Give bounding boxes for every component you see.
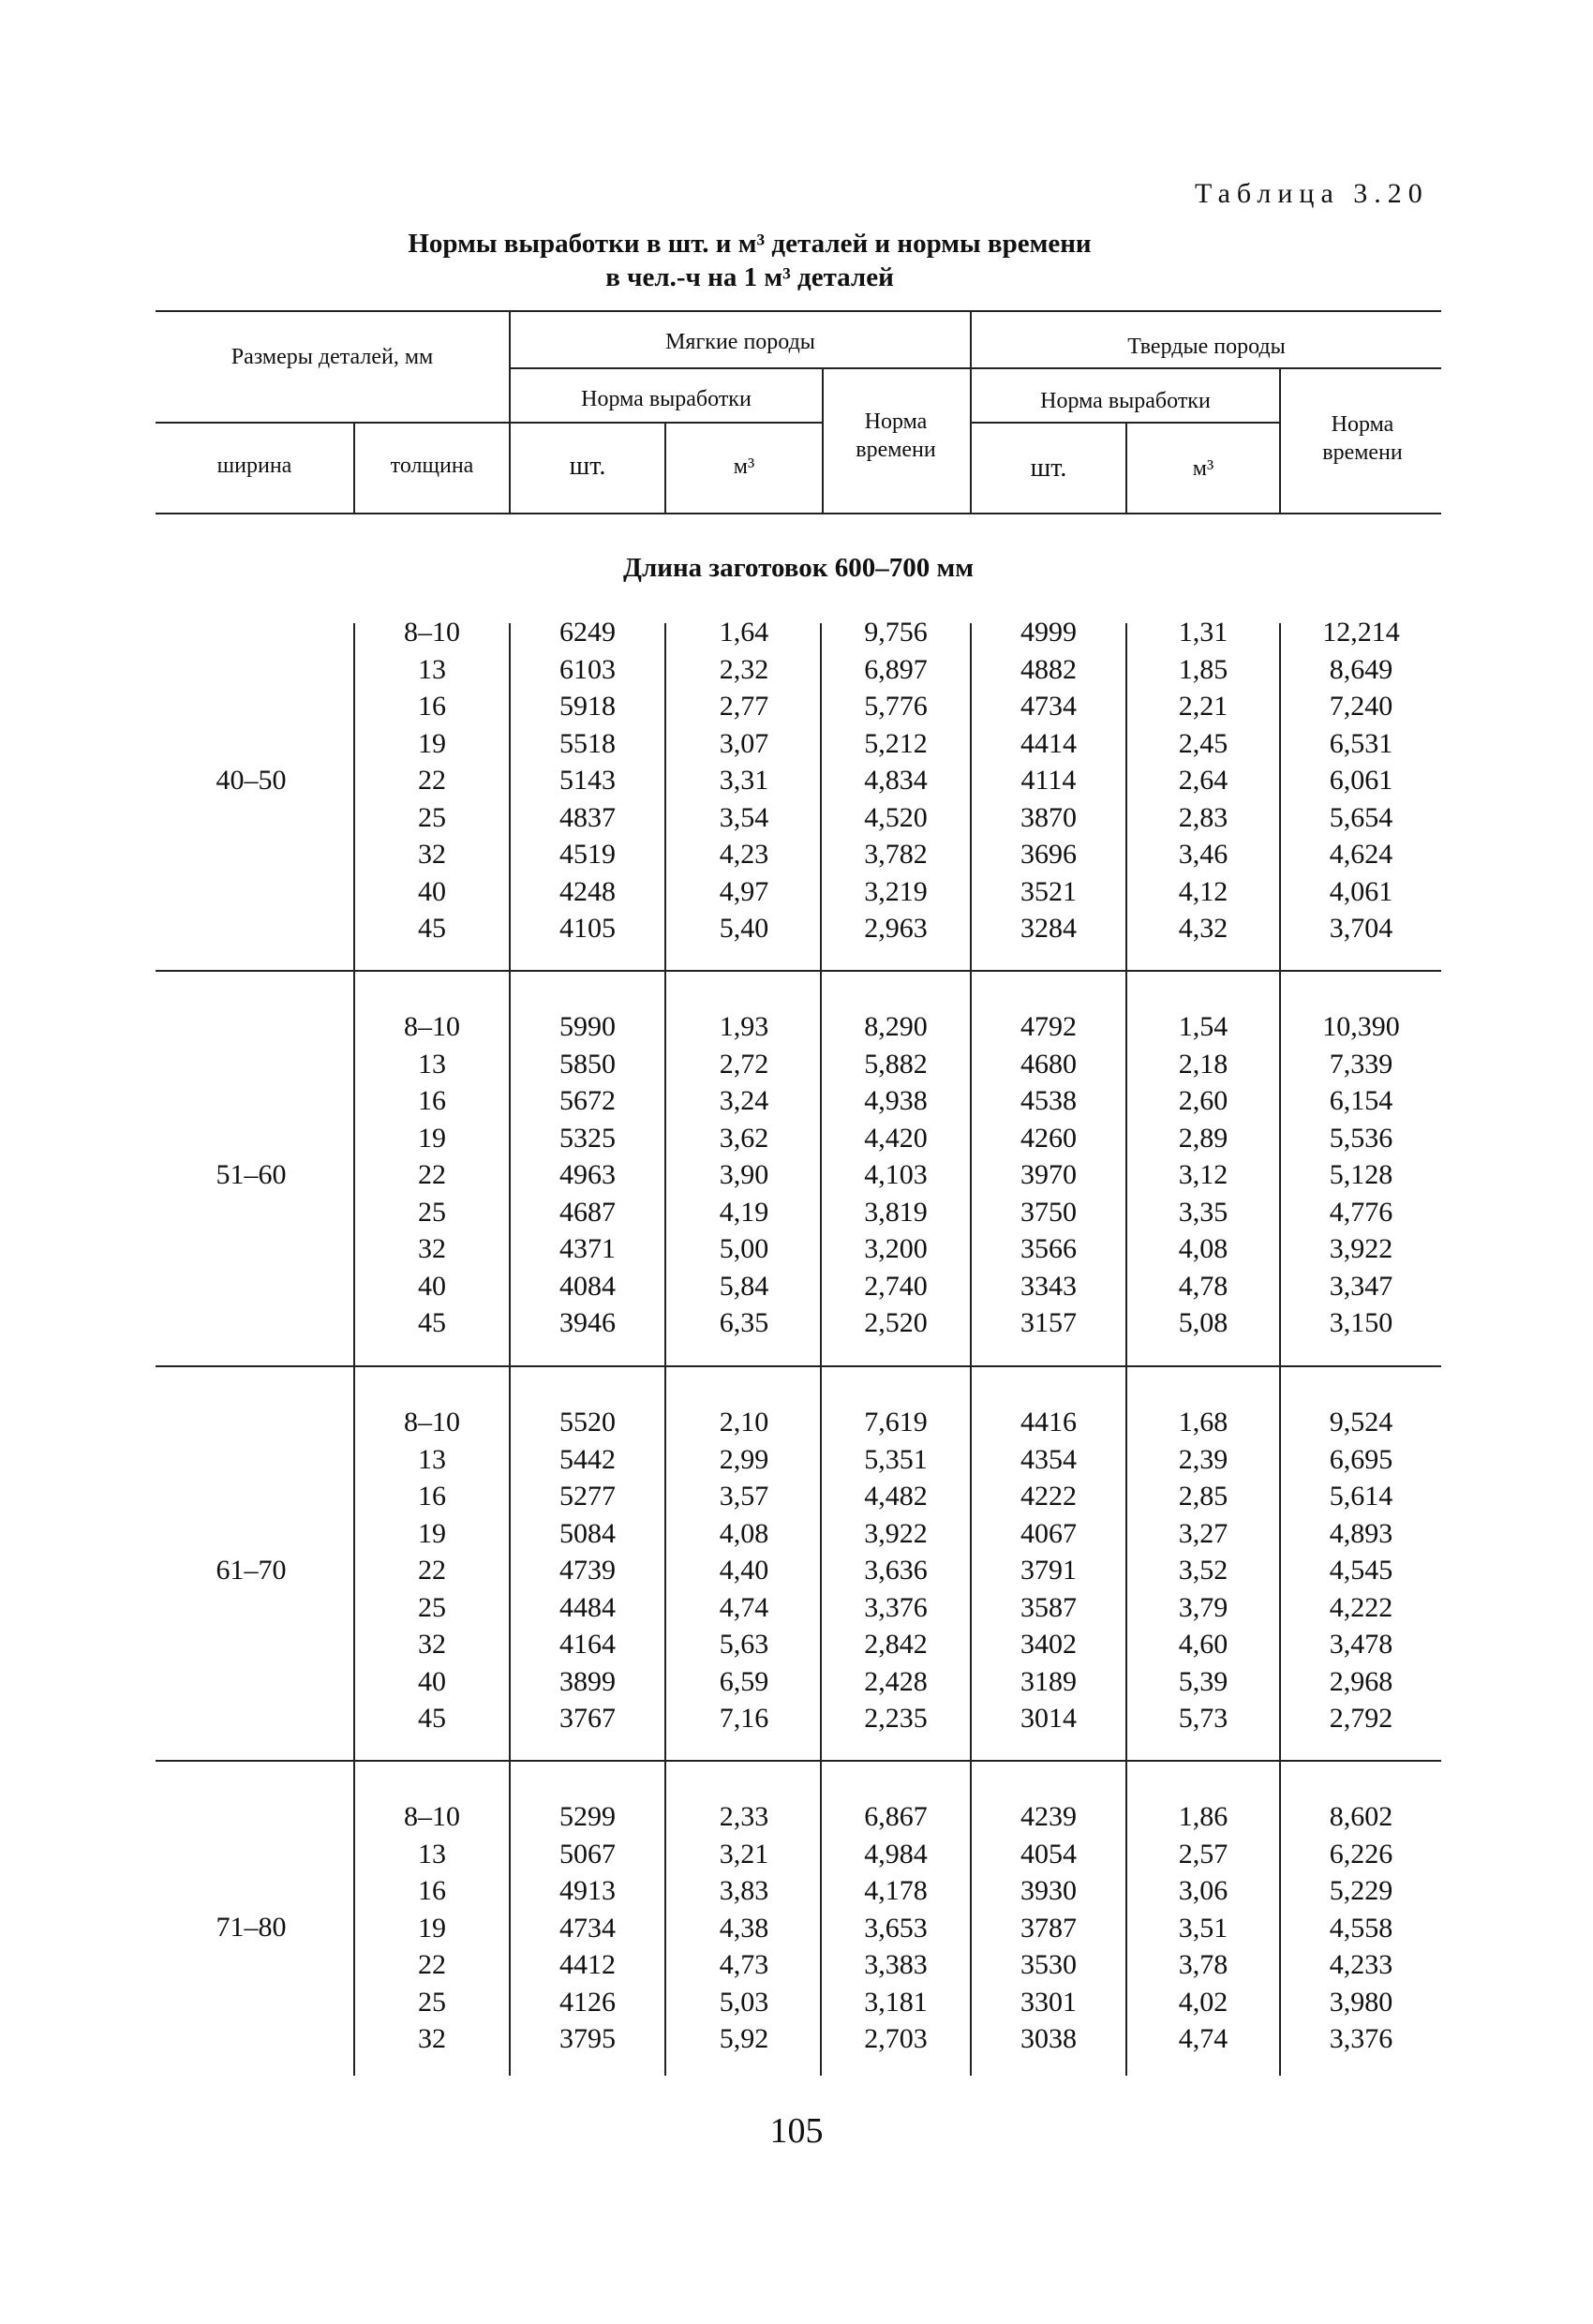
header-thickness: толщина [390, 454, 474, 478]
cell-soft-pcs: 4913 [559, 1875, 616, 1906]
cell-hard-pcs: 3870 [1020, 801, 1077, 833]
cell-hard-time-norm: 5,536 [1329, 1122, 1393, 1154]
cell-soft-m3: 4,40 [719, 1555, 769, 1586]
cell-soft-time-norm: 5,212 [864, 727, 928, 759]
cell-hard-time-norm: 3,980 [1329, 1986, 1393, 2018]
cell-soft-time-norm: 3,200 [864, 1233, 928, 1264]
cell-hard-pcs: 4734 [1020, 691, 1077, 722]
cell-thickness: 13 [418, 1838, 446, 1870]
header-width: ширина [216, 454, 292, 478]
cell-soft-time-norm: 8,290 [864, 1011, 928, 1042]
cell-soft-pcs: 5918 [559, 691, 616, 722]
cell-soft-time-norm: 6,867 [864, 1801, 928, 1832]
cell-soft-m3: 3,21 [719, 1838, 769, 1870]
section-subtitle: Длина заготовок 600–700 мм [623, 553, 974, 583]
cell-soft-m3: 4,19 [719, 1196, 769, 1228]
cell-hard-m3: 5,39 [1178, 1665, 1228, 1697]
cell-hard-pcs: 3787 [1020, 1912, 1077, 1944]
cell-soft-time-norm: 4,482 [864, 1481, 928, 1512]
cell-hard-pcs: 4222 [1020, 1481, 1077, 1512]
cell-soft-m3: 3,31 [719, 765, 769, 796]
cell-soft-time-norm: 3,636 [864, 1555, 928, 1586]
cell-hard-time-norm: 10,390 [1322, 1011, 1400, 1042]
cell-soft-time-norm: 6,897 [864, 653, 928, 685]
cell-soft-pcs: 4412 [559, 1949, 616, 1980]
cell-hard-time-norm: 4,776 [1329, 1196, 1393, 1228]
cell-soft-m3: 3,57 [719, 1481, 769, 1512]
cell-hard-pcs: 4067 [1020, 1517, 1077, 1549]
cell-hard-time-norm: 4,558 [1329, 1912, 1393, 1944]
cell-soft-time-norm: 2,740 [864, 1270, 928, 1302]
cell-soft-time-norm: 2,963 [864, 913, 928, 944]
header-top-rule [156, 310, 1441, 312]
cell-hard-m3: 4,60 [1178, 1629, 1228, 1660]
cell-hard-time-norm: 4,624 [1329, 839, 1393, 870]
cell-thickness: 8–10 [404, 1011, 460, 1042]
cell-thickness: 16 [418, 1481, 446, 1512]
cell-hard-pcs: 4114 [1020, 765, 1077, 796]
cell-hard-pcs: 3970 [1020, 1159, 1077, 1190]
cell-thickness: 19 [418, 1912, 446, 1944]
cell-thickness: 40 [418, 1665, 446, 1697]
cell-thickness: 13 [418, 1048, 446, 1080]
header-time-norm-soft: Норма времени [856, 410, 936, 462]
cell-soft-pcs: 3899 [559, 1665, 616, 1697]
cell-hard-m3: 4,12 [1178, 875, 1228, 907]
cell-width-group: 71–80 [216, 1912, 287, 1944]
cell-soft-time-norm: 4,938 [864, 1085, 928, 1116]
cell-soft-m3: 2,72 [719, 1048, 769, 1080]
cell-thickness: 32 [418, 839, 446, 870]
cell-hard-time-norm: 4,222 [1329, 1591, 1393, 1623]
cell-hard-pcs: 3038 [1020, 2023, 1077, 2054]
cell-hard-m3: 3,46 [1178, 839, 1228, 870]
cell-soft-pcs: 5442 [559, 1443, 616, 1475]
cell-soft-pcs: 4734 [559, 1912, 616, 1944]
cell-soft-pcs: 5520 [559, 1407, 616, 1438]
cell-thickness: 8–10 [404, 617, 460, 648]
cell-soft-time-norm: 5,882 [864, 1048, 928, 1080]
cell-soft-pcs: 4248 [559, 875, 616, 907]
cell-thickness: 19 [418, 1122, 446, 1154]
cell-hard-m3: 2,39 [1178, 1443, 1228, 1475]
cell-soft-pcs: 5850 [559, 1048, 616, 1080]
cell-soft-time-norm: 3,653 [864, 1912, 928, 1944]
cell-hard-m3: 4,32 [1178, 913, 1228, 944]
cell-hard-m3: 1,85 [1178, 653, 1228, 685]
cell-width-group: 40–50 [216, 764, 287, 796]
cell-hard-m3: 4,02 [1178, 1986, 1228, 2018]
cell-soft-m3: 3,62 [719, 1122, 769, 1154]
cell-hard-time-norm: 7,339 [1329, 1048, 1393, 1080]
cell-hard-time-norm: 8,649 [1329, 653, 1393, 685]
cell-width-group: 61–70 [216, 1554, 287, 1586]
cell-soft-time-norm: 5,776 [864, 691, 928, 722]
cell-soft-pcs: 4739 [559, 1555, 616, 1586]
cell-hard-time-norm: 5,128 [1329, 1159, 1393, 1190]
cell-hard-time-norm: 3,922 [1329, 1233, 1393, 1264]
cell-hard-m3: 4,78 [1178, 1270, 1228, 1302]
cell-soft-pcs: 4164 [559, 1629, 616, 1660]
cell-hard-time-norm: 4,233 [1329, 1949, 1393, 1980]
cell-hard-m3: 3,79 [1178, 1591, 1228, 1623]
cell-hard-time-norm: 6,226 [1329, 1838, 1393, 1870]
cell-thickness: 25 [418, 1196, 446, 1228]
cell-soft-time-norm: 7,619 [864, 1407, 928, 1438]
cell-hard-pcs: 4260 [1020, 1122, 1077, 1154]
header-m3-soft: м³ [733, 454, 755, 479]
cell-soft-time-norm: 2,703 [864, 2023, 928, 2054]
cell-soft-m3: 3,24 [719, 1085, 769, 1116]
cell-soft-time-norm: 4,103 [864, 1159, 928, 1190]
cell-soft-time-norm: 3,782 [864, 839, 928, 870]
cell-soft-m3: 7,16 [719, 1703, 769, 1734]
cell-hard-m3: 2,85 [1178, 1481, 1228, 1512]
cell-soft-time-norm: 4,520 [864, 801, 928, 833]
cell-soft-m3: 4,74 [719, 1591, 769, 1623]
cell-soft-m3: 3,54 [719, 801, 769, 833]
header-rule-2 [511, 367, 1441, 369]
cell-soft-time-norm: 9,756 [864, 617, 928, 648]
cell-soft-pcs: 4687 [559, 1196, 616, 1228]
cell-hard-time-norm: 2,968 [1329, 1665, 1393, 1697]
cell-soft-pcs: 5084 [559, 1517, 616, 1549]
table-title-line2: в чел.-ч на 1 м³ деталей [605, 262, 894, 292]
cell-soft-m3: 6,59 [719, 1665, 769, 1697]
cell-soft-pcs: 3946 [559, 1307, 616, 1338]
cell-hard-m3: 2,64 [1178, 765, 1228, 796]
cell-thickness: 45 [418, 913, 446, 944]
cell-hard-time-norm: 9,524 [1329, 1407, 1393, 1438]
cell-hard-time-norm: 3,347 [1329, 1270, 1393, 1302]
header-pcs-hard: шт. [1030, 454, 1067, 483]
cell-hard-m3: 2,18 [1178, 1048, 1228, 1080]
cell-soft-m3: 2,32 [719, 653, 769, 685]
cell-hard-m3: 2,57 [1178, 1838, 1228, 1870]
cell-soft-m3: 2,33 [719, 1801, 769, 1832]
cell-hard-time-norm: 4,893 [1329, 1517, 1393, 1549]
cell-soft-pcs: 6249 [559, 617, 616, 648]
cell-thickness: 32 [418, 1629, 446, 1660]
header-sizes: Размеры деталей, мм [231, 345, 434, 369]
cell-soft-m3: 4,73 [719, 1949, 769, 1980]
cell-soft-time-norm: 4,834 [864, 765, 928, 796]
cell-hard-time-norm: 8,602 [1329, 1801, 1393, 1832]
cell-soft-time-norm: 4,178 [864, 1875, 928, 1906]
header-output-norm-soft: Норма выработки [581, 387, 752, 411]
cell-hard-time-norm: 6,154 [1329, 1085, 1393, 1116]
cell-hard-time-norm: 3,376 [1329, 2023, 1393, 2054]
cell-thickness: 19 [418, 1517, 446, 1549]
cell-hard-m3: 3,51 [1178, 1912, 1228, 1944]
cell-hard-pcs: 3301 [1020, 1986, 1077, 2018]
cell-thickness: 45 [418, 1703, 446, 1734]
cell-hard-time-norm: 7,240 [1329, 691, 1393, 722]
cell-hard-time-norm: 6,061 [1329, 765, 1393, 796]
cell-hard-m3: 1,68 [1178, 1407, 1228, 1438]
cell-soft-pcs: 3795 [559, 2023, 616, 2054]
cell-soft-m3: 2,77 [719, 691, 769, 722]
cell-hard-time-norm: 3,150 [1329, 1307, 1393, 1338]
cell-hard-m3: 4,74 [1178, 2023, 1228, 2054]
cell-soft-m3: 4,97 [719, 875, 769, 907]
cell-hard-pcs: 4054 [1020, 1838, 1077, 1870]
cell-hard-pcs: 4999 [1020, 617, 1077, 648]
cell-hard-m3: 1,31 [1178, 617, 1228, 648]
cell-soft-pcs: 4963 [559, 1159, 616, 1190]
cell-soft-pcs: 4484 [559, 1591, 616, 1623]
cell-hard-m3: 5,08 [1178, 1307, 1228, 1338]
cell-soft-pcs: 5672 [559, 1085, 616, 1116]
cell-hard-m3: 5,73 [1178, 1703, 1228, 1734]
cell-soft-m3: 2,99 [719, 1443, 769, 1475]
cell-soft-pcs: 4371 [559, 1233, 616, 1264]
cell-soft-time-norm: 5,351 [864, 1443, 928, 1475]
cell-hard-pcs: 3750 [1020, 1196, 1077, 1228]
cell-hard-time-norm: 3,704 [1329, 913, 1393, 944]
cell-hard-time-norm: 12,214 [1322, 617, 1400, 648]
cell-soft-m3: 5,03 [719, 1986, 769, 2018]
cell-hard-m3: 3,35 [1178, 1196, 1228, 1228]
header-vline [1279, 367, 1281, 514]
cell-soft-time-norm: 2,520 [864, 1307, 928, 1338]
cell-soft-m3: 5,40 [719, 913, 769, 944]
cell-hard-pcs: 3014 [1020, 1703, 1077, 1734]
cell-thickness: 25 [418, 801, 446, 833]
cell-soft-time-norm: 2,235 [864, 1703, 928, 1734]
cell-soft-m3: 1,93 [719, 1011, 769, 1042]
cell-soft-pcs: 3767 [559, 1703, 616, 1734]
cell-soft-m3: 3,83 [719, 1875, 769, 1906]
cell-soft-time-norm: 4,420 [864, 1122, 928, 1154]
cell-soft-pcs: 5518 [559, 727, 616, 759]
cell-hard-pcs: 4414 [1020, 727, 1077, 759]
cell-hard-m3: 2,21 [1178, 691, 1228, 722]
cell-thickness: 8–10 [404, 1407, 460, 1438]
cell-thickness: 22 [418, 1949, 446, 1980]
page-number: 105 [769, 2111, 824, 2151]
header-output-norm-hard: Норма выработки [1040, 389, 1211, 413]
cell-hard-time-norm: 4,061 [1329, 875, 1393, 907]
table-label: Таблица 3.20 [1195, 178, 1429, 209]
cell-hard-pcs: 3530 [1020, 1949, 1077, 1980]
cell-soft-pcs: 5277 [559, 1481, 616, 1512]
cell-soft-pcs: 4519 [559, 839, 616, 870]
header-pcs-soft: шт. [569, 452, 606, 481]
header-time-norm-hard: Норма времени [1322, 412, 1403, 465]
cell-soft-pcs: 4105 [559, 913, 616, 944]
cell-thickness: 13 [418, 1443, 446, 1475]
cell-hard-pcs: 3157 [1020, 1307, 1077, 1338]
cell-soft-time-norm: 3,383 [864, 1949, 928, 1980]
cell-hard-pcs: 3791 [1020, 1555, 1077, 1586]
header-bottom-rule [156, 513, 1441, 514]
cell-hard-time-norm: 5,654 [1329, 801, 1393, 833]
cell-hard-pcs: 3343 [1020, 1270, 1077, 1302]
cell-hard-pcs: 4239 [1020, 1801, 1077, 1832]
cell-hard-m3: 2,45 [1178, 727, 1228, 759]
cell-soft-pcs: 5325 [559, 1122, 616, 1154]
group-separator [156, 970, 1441, 972]
cell-soft-pcs: 5067 [559, 1838, 616, 1870]
cell-hard-time-norm: 3,478 [1329, 1629, 1393, 1660]
cell-hard-pcs: 3930 [1020, 1875, 1077, 1906]
cell-hard-pcs: 4538 [1020, 1085, 1077, 1116]
cell-hard-time-norm: 5,614 [1329, 1481, 1393, 1512]
cell-hard-pcs: 3189 [1020, 1665, 1077, 1697]
group-separator [156, 1760, 1441, 1762]
cell-hard-m3: 3,78 [1178, 1949, 1228, 1980]
cell-thickness: 25 [418, 1591, 446, 1623]
cell-hard-pcs: 3284 [1020, 913, 1077, 944]
cell-hard-m3: 3,27 [1178, 1517, 1228, 1549]
cell-thickness: 16 [418, 1085, 446, 1116]
cell-hard-time-norm: 5,229 [1329, 1875, 1393, 1906]
cell-hard-pcs: 3402 [1020, 1629, 1077, 1660]
cell-hard-pcs: 3566 [1020, 1233, 1077, 1264]
group-separator [156, 1365, 1441, 1367]
cell-soft-m3: 2,10 [719, 1407, 769, 1438]
cell-hard-pcs: 3587 [1020, 1591, 1077, 1623]
header-hard: Твердые породы [1127, 335, 1286, 359]
cell-hard-m3: 4,08 [1178, 1233, 1228, 1264]
cell-soft-m3: 4,08 [719, 1517, 769, 1549]
cell-thickness: 19 [418, 727, 446, 759]
cell-soft-pcs: 4126 [559, 1986, 616, 2018]
cell-soft-m3: 5,63 [719, 1629, 769, 1660]
cell-thickness: 40 [418, 1270, 446, 1302]
cell-soft-time-norm: 4,984 [864, 1838, 928, 1870]
cell-hard-time-norm: 6,695 [1329, 1443, 1393, 1475]
header-m3-hard: м³ [1192, 456, 1214, 481]
cell-thickness: 32 [418, 2023, 446, 2054]
cell-hard-m3: 3,52 [1178, 1555, 1228, 1586]
cell-soft-m3: 4,38 [719, 1912, 769, 1944]
cell-thickness: 22 [418, 1159, 446, 1190]
cell-hard-pcs: 4792 [1020, 1011, 1077, 1042]
cell-hard-m3: 2,60 [1178, 1085, 1228, 1116]
cell-soft-time-norm: 2,842 [864, 1629, 928, 1660]
cell-hard-time-norm: 2,792 [1329, 1703, 1393, 1734]
cell-thickness: 8–10 [404, 1801, 460, 1832]
cell-soft-time-norm: 3,819 [864, 1196, 928, 1228]
cell-thickness: 32 [418, 1233, 446, 1264]
cell-soft-pcs: 5299 [559, 1801, 616, 1832]
cell-hard-time-norm: 4,545 [1329, 1555, 1393, 1586]
cell-thickness: 16 [418, 691, 446, 722]
cell-hard-m3: 3,06 [1178, 1875, 1228, 1906]
header-rule-3-left [156, 422, 824, 424]
cell-hard-m3: 2,89 [1178, 1122, 1228, 1154]
cell-thickness: 40 [418, 875, 446, 907]
cell-hard-pcs: 4416 [1020, 1407, 1077, 1438]
cell-soft-m3: 3,07 [719, 727, 769, 759]
cell-soft-time-norm: 3,922 [864, 1517, 928, 1549]
cell-thickness: 45 [418, 1307, 446, 1338]
cell-hard-pcs: 4882 [1020, 653, 1077, 685]
cell-soft-time-norm: 3,181 [864, 1986, 928, 2018]
cell-thickness: 22 [418, 1555, 446, 1586]
cell-hard-m3: 3,12 [1178, 1159, 1228, 1190]
cell-soft-m3: 6,35 [719, 1307, 769, 1338]
cell-soft-m3: 5,84 [719, 1270, 769, 1302]
cell-hard-pcs: 4680 [1020, 1048, 1077, 1080]
cell-hard-pcs: 3521 [1020, 875, 1077, 907]
table-title-line1: Нормы выработки в шт. и м³ деталей и нормы времени [408, 229, 1092, 259]
cell-soft-time-norm: 2,428 [864, 1665, 928, 1697]
cell-hard-m3: 1,86 [1178, 1801, 1228, 1832]
cell-soft-time-norm: 3,219 [864, 875, 928, 907]
cell-soft-pcs: 5990 [559, 1011, 616, 1042]
cell-hard-time-norm: 6,531 [1329, 727, 1393, 759]
cell-thickness: 25 [418, 1986, 446, 2018]
cell-soft-m3: 4,23 [719, 839, 769, 870]
cell-soft-m3: 5,00 [719, 1233, 769, 1264]
cell-soft-pcs: 4084 [559, 1270, 616, 1302]
cell-soft-time-norm: 3,376 [864, 1591, 928, 1623]
cell-thickness: 13 [418, 653, 446, 685]
cell-soft-pcs: 6103 [559, 653, 616, 685]
cell-soft-pcs: 5143 [559, 765, 616, 796]
header-soft: Мягкие породы [665, 330, 815, 354]
cell-soft-m3: 3,90 [719, 1159, 769, 1190]
header-vline [822, 367, 824, 514]
cell-hard-pcs: 4354 [1020, 1443, 1077, 1475]
cell-hard-m3: 1,54 [1178, 1011, 1228, 1042]
cell-width-group: 51–60 [216, 1158, 287, 1190]
cell-hard-pcs: 3696 [1020, 839, 1077, 870]
cell-thickness: 22 [418, 765, 446, 796]
cell-hard-m3: 2,83 [1178, 801, 1228, 833]
cell-thickness: 16 [418, 1875, 446, 1906]
cell-soft-m3: 1,64 [719, 617, 769, 648]
cell-soft-m3: 5,92 [719, 2023, 769, 2054]
cell-soft-pcs: 4837 [559, 801, 616, 833]
